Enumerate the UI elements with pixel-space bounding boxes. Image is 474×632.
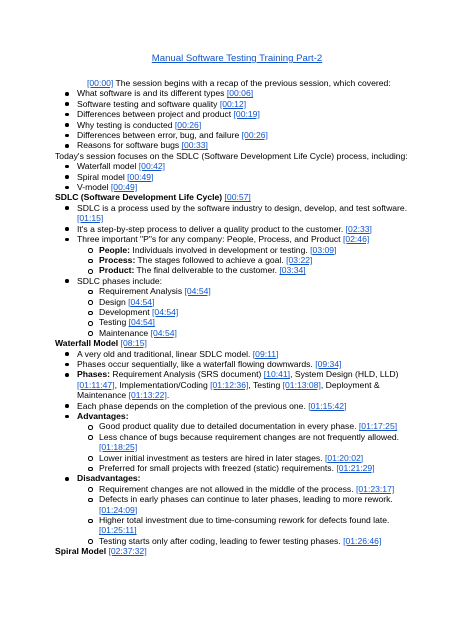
list-item-continuation: Maintenance [01:13:22]. bbox=[77, 390, 170, 401]
list-item: Advantages: bbox=[55, 411, 420, 421]
timestamp-link[interactable]: [00:26] bbox=[174, 119, 202, 130]
timestamp-link[interactable]: [04:54] bbox=[152, 306, 179, 317]
list-item: Why testing is conducted [00:26] bbox=[55, 120, 420, 130]
list-item: Three important "P"s for any company: People, Process, and Product [02:46] bbox=[55, 234, 420, 244]
document-title[interactable]: Manual Software Testing Training Part-2 bbox=[151, 53, 323, 64]
list-item: People: Individuals involved in development or testing. [03:09] bbox=[55, 245, 420, 255]
list-item: Requirement changes are not allowed in the middle of the process. [01:23:17] bbox=[55, 484, 420, 494]
list-item-continuation: [01:11:47], Implementation/Coding [01:12:36], Testing [01:13:08], Deployment & bbox=[77, 379, 380, 390]
timestamp-link[interactable]: [01:25:11] bbox=[99, 525, 137, 536]
section-heading-spiral: Spiral Model [02:37:32] bbox=[55, 546, 147, 557]
document-body bbox=[55, 78, 420, 557]
list-item: What software is and its different types [00:06] bbox=[55, 88, 420, 98]
timestamp-link[interactable]: [01:15] bbox=[77, 213, 104, 224]
list-item-continuation bbox=[55, 213, 420, 223]
timestamp-link[interactable]: [01:26:46] bbox=[343, 535, 382, 546]
timestamp-link[interactable]: [09:34] bbox=[315, 358, 342, 369]
list-item: Maintenance [04:54] bbox=[55, 328, 420, 338]
list-item: Differences between project and product [00:19] bbox=[55, 109, 420, 119]
timestamp-link[interactable]: [00:49] bbox=[110, 182, 138, 193]
timestamp-link[interactable]: [04:54] bbox=[128, 317, 155, 328]
list-item: Product: The final deliverable to the customer. [03:34] bbox=[55, 265, 420, 275]
list-item-continuation bbox=[55, 505, 420, 515]
timestamp-link[interactable]: [01:21:29] bbox=[336, 463, 375, 474]
list-item: Defects in early phases can continue to later phases, leading to more rework. bbox=[55, 494, 420, 504]
list-item: V-model [00:49] bbox=[55, 182, 420, 192]
timestamp-link[interactable]: [01:11:47] bbox=[77, 379, 115, 390]
timestamp-link[interactable]: [00:49] bbox=[127, 171, 154, 182]
list-item: SDLC phases include: bbox=[55, 276, 420, 286]
list-item: Testing [04:54] bbox=[55, 317, 420, 327]
list-item: Phases: Requirement Analysis (SRS document) [10:41], System Design (HLD, LLD) bbox=[55, 369, 420, 379]
list-item: Higher total investment due to time-consuming rework for defects found late. bbox=[55, 515, 420, 525]
list-item: Software testing and software quality [00:12] bbox=[55, 99, 420, 109]
timestamp-link[interactable]: [03:09] bbox=[310, 244, 337, 255]
list-item: Each phase depends on the completion of the previous one. [01:15:42] bbox=[55, 401, 420, 411]
list-item: Design [04:54] bbox=[55, 297, 420, 307]
timestamp-link[interactable]: [01:18:25] bbox=[99, 442, 138, 453]
timestamp-link[interactable]: [04:54] bbox=[128, 296, 155, 307]
list-item: Less chance of bugs because requirement changes are not frequently allowed. bbox=[55, 432, 420, 442]
timestamp-link[interactable]: [01:13:22] bbox=[128, 390, 167, 401]
section-heading-sdlc: SDLC (Software Development Life Cycle) [00:57] bbox=[55, 192, 251, 203]
timestamp-link[interactable]: [01:13:08] bbox=[282, 379, 321, 390]
paragraph: Today's session focuses on the SDLC (Software Development Life Cycle) process, including: bbox=[55, 150, 408, 161]
list-item: Spiral model [00:49] bbox=[55, 172, 420, 182]
timestamp-link[interactable]: [01:17:25] bbox=[358, 421, 398, 432]
timestamp-link[interactable]: [02:37:32] bbox=[108, 546, 147, 557]
list-item-continuation bbox=[55, 525, 420, 535]
timestamp-link[interactable]: [00:33] bbox=[181, 140, 208, 151]
timestamp-link[interactable]: [00:42] bbox=[138, 161, 166, 172]
timestamp-link[interactable]: [01:15:42] bbox=[308, 400, 347, 411]
timestamp-link[interactable]: [04:54] bbox=[184, 286, 211, 297]
timestamp-link[interactable]: [01:20:02] bbox=[324, 452, 364, 463]
list-item: Good product quality due to detailed documentation in every phase. [01:17:25] bbox=[55, 421, 420, 431]
timestamp-link[interactable]: [04:54] bbox=[150, 327, 177, 338]
timestamp-link[interactable]: [01:12:36] bbox=[210, 379, 249, 390]
timestamp-link[interactable]: [02:46] bbox=[342, 234, 370, 245]
list-item: Differences between error, bug, and failure [00:26] bbox=[55, 130, 420, 140]
timestamp-link[interactable]: [02:33] bbox=[345, 223, 372, 234]
timestamp-link[interactable]: [00:26] bbox=[241, 130, 268, 141]
list-item: SDLC is a process used by the software industry to design, develop, and test software. bbox=[55, 203, 420, 213]
list-item: Disadvantages: bbox=[55, 473, 420, 483]
timestamp-link[interactable]: [00:57] bbox=[224, 192, 251, 203]
timestamp-link[interactable]: [00:06] bbox=[226, 88, 254, 99]
list-item: Reasons for software bugs [00:33] bbox=[55, 140, 420, 150]
intro-line: [00:00] The session begins with a recap of the previous session, which covered: bbox=[87, 78, 391, 88]
list-item: Phases occur sequentially, like a waterfall flowing downwards. [09:34] bbox=[55, 359, 420, 369]
timestamp-link[interactable]: [00:19] bbox=[233, 109, 260, 120]
timestamp-link[interactable]: [10:41] bbox=[263, 369, 291, 380]
list-item: Testing starts only after coding, leading to fewer testing phases. [01:26:46] bbox=[55, 536, 420, 546]
list-item: Requirement Analysis [04:54] bbox=[55, 286, 420, 296]
list-item: Waterfall model [00:42] bbox=[55, 161, 420, 171]
list-item: Preferred for small projects with freezed (static) requirements. [01:21:29] bbox=[55, 463, 420, 473]
timestamp-link[interactable]: [01:23:17] bbox=[356, 483, 395, 494]
timestamp-link[interactable]: [03:22] bbox=[286, 254, 313, 265]
timestamp-link[interactable]: [08:15] bbox=[120, 338, 147, 349]
timestamp-link[interactable]: [00:00] bbox=[87, 78, 114, 88]
timestamp-link[interactable]: [09:11] bbox=[252, 348, 279, 359]
list-item: A very old and traditional, linear SDLC model. [09:11] bbox=[55, 349, 420, 359]
list-item: It's a step-by-step process to deliver a quality product to the customer. [02:33] bbox=[55, 224, 420, 234]
list-item-continuation bbox=[55, 442, 420, 452]
section-heading-waterfall: Waterfall Model [08:15] bbox=[55, 338, 147, 349]
list-item: Process: The stages followed to achieve a goal. [03:22] bbox=[55, 255, 420, 265]
timestamp-link[interactable]: [03:34] bbox=[279, 265, 306, 276]
list-item: Lower initial investment as testers are hired in later stages. [01:20:02] bbox=[55, 453, 420, 463]
timestamp-link[interactable]: [01:24:09] bbox=[99, 504, 138, 515]
timestamp-link[interactable]: [00:12] bbox=[219, 98, 247, 109]
list-item: Development [04:54] bbox=[55, 307, 420, 317]
